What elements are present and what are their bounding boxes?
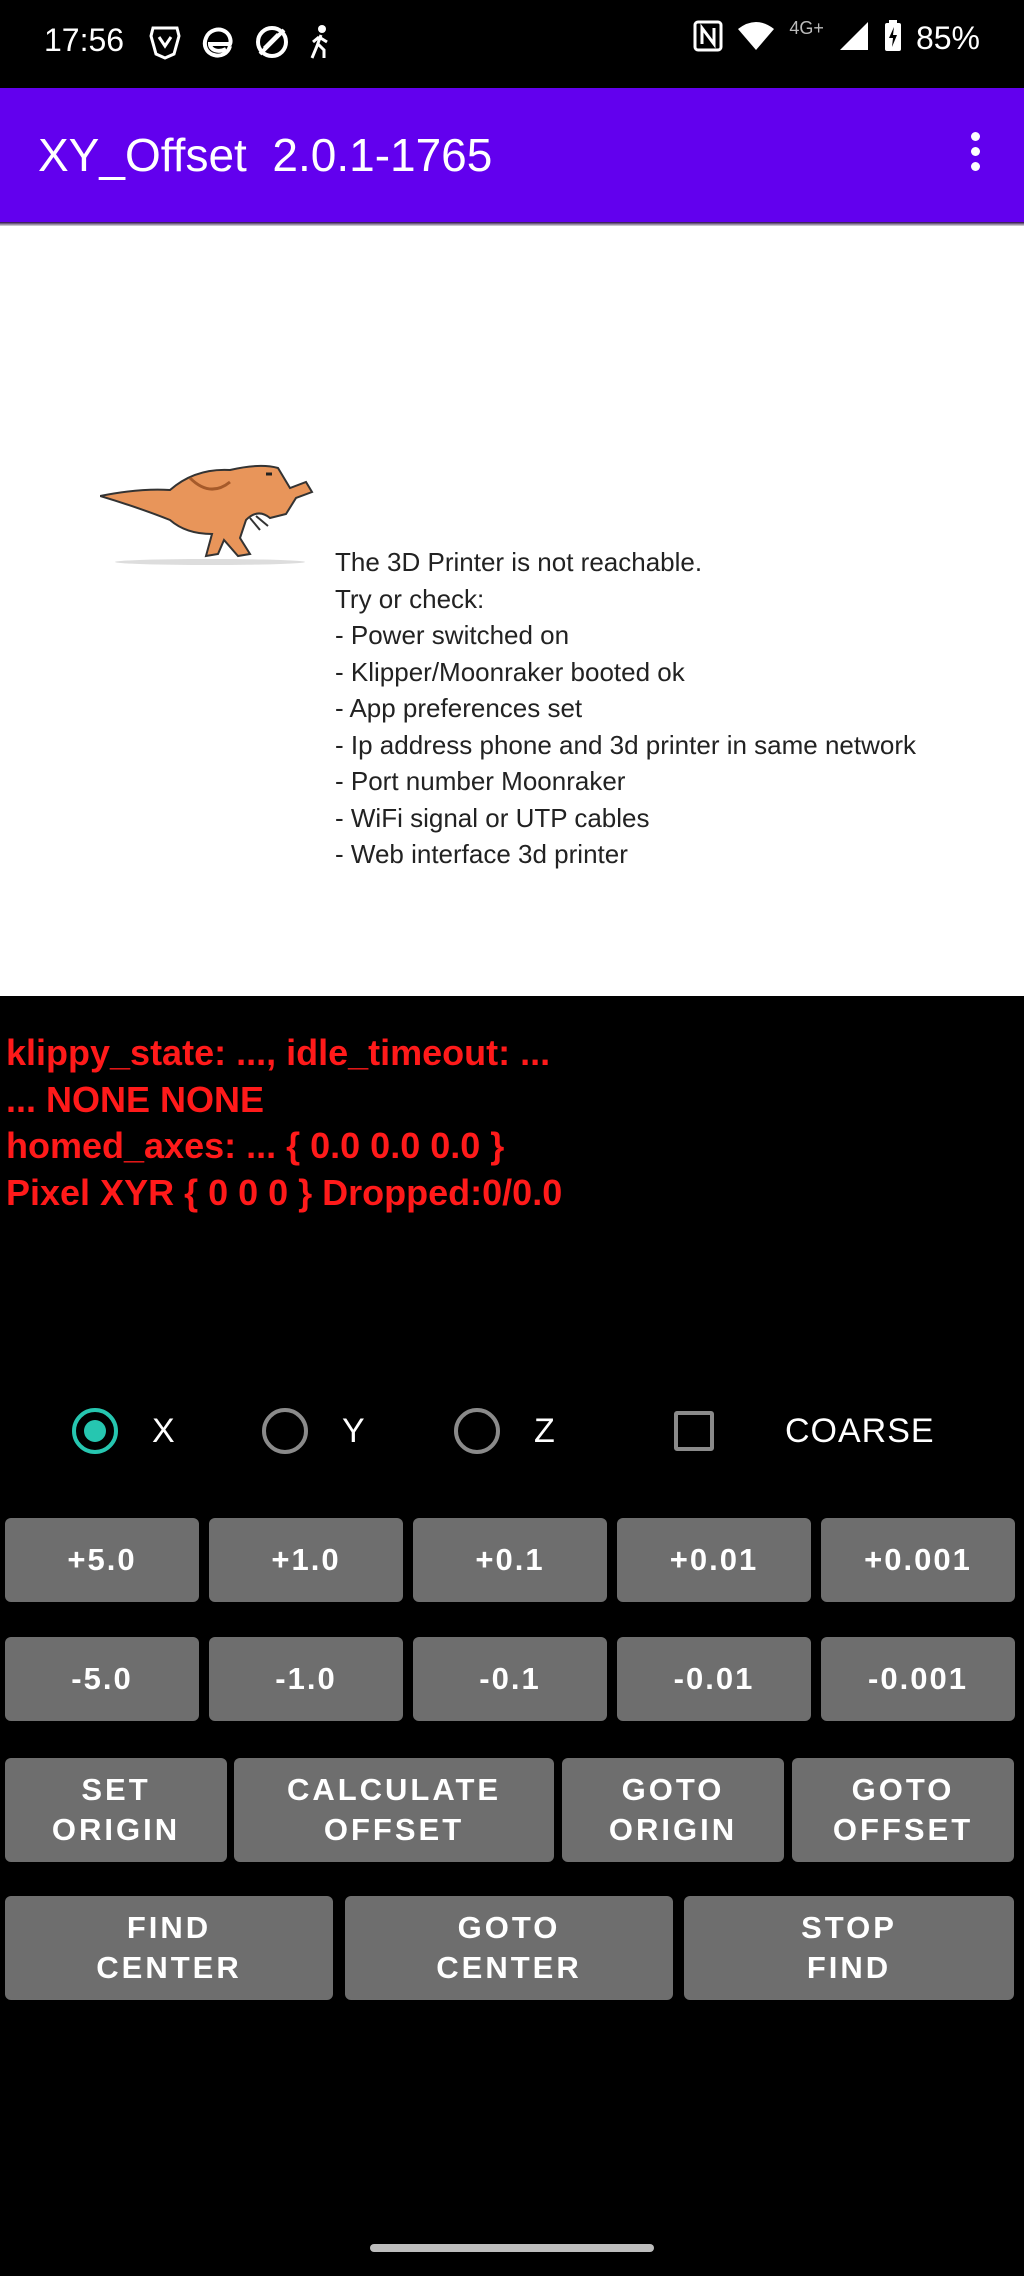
more-vert-icon[interactable] — [948, 126, 1002, 186]
signal-icon — [838, 20, 870, 57]
step-plus-5-button[interactable]: +5.0 — [5, 1518, 199, 1602]
printer-status-image — [0, 226, 1024, 996]
step-plus-0.1-button[interactable]: +0.1 — [413, 1518, 607, 1602]
system-icons — [693, 20, 980, 57]
state-detail-line: ... NONE NONE — [6, 1078, 265, 1120]
step-minus-0.01-button[interactable]: -0.01 — [617, 1637, 811, 1721]
stop-find-button[interactable]: STOP FIND — [684, 1896, 1014, 2000]
coarse-checkbox[interactable] — [674, 1411, 714, 1451]
step-minus-0.001-button[interactable]: -0.001 — [821, 1637, 1015, 1721]
radio-z[interactable] — [454, 1408, 500, 1454]
message-line: - WiFi signal or UTP cables — [335, 802, 650, 833]
goto-center-button[interactable]: GOTO CENTER — [345, 1896, 673, 2000]
printer-state-text — [6, 1030, 562, 1216]
pixel-xyr-line: Pixel XYR { 0 0 0 } Dropped:0/0.0 — [6, 1171, 563, 1213]
step-minus-5-button[interactable]: -5.0 — [5, 1637, 199, 1721]
status-bar — [0, 0, 1024, 88]
step-plus-0.001-button[interactable]: +0.001 — [821, 1518, 1015, 1602]
home-indicator[interactable] — [370, 2244, 654, 2252]
nfc-icon — [693, 20, 723, 57]
message-line: - Power switched on — [335, 620, 570, 650]
radio-y-label[interactable]: Y — [342, 1412, 365, 1450]
message-line: - Port number Moonraker — [335, 766, 626, 796]
radio-x[interactable] — [72, 1408, 118, 1454]
set-origin-button[interactable]: SET ORIGIN — [5, 1758, 227, 1862]
klippy-state-line: klippy_state: ..., idle_timeout: ... — [6, 1032, 551, 1073]
battery-charging-icon — [884, 20, 902, 57]
status-time: 17:56 — [44, 22, 125, 58]
radio-z-label[interactable]: Z — [534, 1412, 555, 1450]
notification-icons — [148, 24, 332, 65]
app-title: XY_Offset 2.0.1-1765 — [38, 129, 493, 181]
message-line: - Klipper/Moonraker booted ok — [335, 656, 685, 687]
find-center-button[interactable]: FIND CENTER — [5, 1896, 333, 2000]
brave-icon — [148, 24, 182, 65]
t-rex-icon — [100, 458, 330, 568]
goto-origin-button[interactable]: GOTO ORIGIN — [562, 1758, 784, 1862]
step-plus-0.01-button[interactable]: +0.01 — [617, 1518, 811, 1602]
message-line: - Ip address phone and 3d printer in same network — [335, 729, 917, 760]
radio-x-label[interactable]: X — [152, 1412, 175, 1450]
no-sync-icon — [254, 24, 290, 65]
radio-y[interactable] — [262, 1408, 308, 1454]
edge-icon — [200, 24, 236, 65]
message-line: The 3D Printer is not reachable. — [335, 547, 703, 577]
network-type: 4G+ — [789, 18, 824, 38]
step-minus-0.1-button[interactable]: -0.1 — [413, 1637, 607, 1721]
message-line: Try or check: — [335, 583, 485, 614]
battery-percent: 85% — [915, 20, 980, 56]
walking-icon — [308, 24, 332, 65]
step-minus-1-button[interactable]: -1.0 — [209, 1637, 403, 1721]
goto-offset-button[interactable]: GOTO OFFSET — [792, 1758, 1014, 1862]
message-line: - App preferences set — [335, 693, 583, 723]
unreachable-message — [335, 544, 916, 873]
message-line: - Web interface 3d printer — [335, 839, 628, 869]
wifi-icon — [737, 21, 775, 56]
homed-axes-line: homed_axes: ... { 0.0 0.0 0.0 } — [6, 1125, 505, 1166]
step-plus-1-button[interactable]: +1.0 — [209, 1518, 403, 1602]
calculate-offset-button[interactable]: CALCULATE OFFSET — [234, 1758, 554, 1862]
app-bar — [0, 88, 1024, 222]
coarse-label[interactable]: COARSE — [785, 1412, 935, 1450]
